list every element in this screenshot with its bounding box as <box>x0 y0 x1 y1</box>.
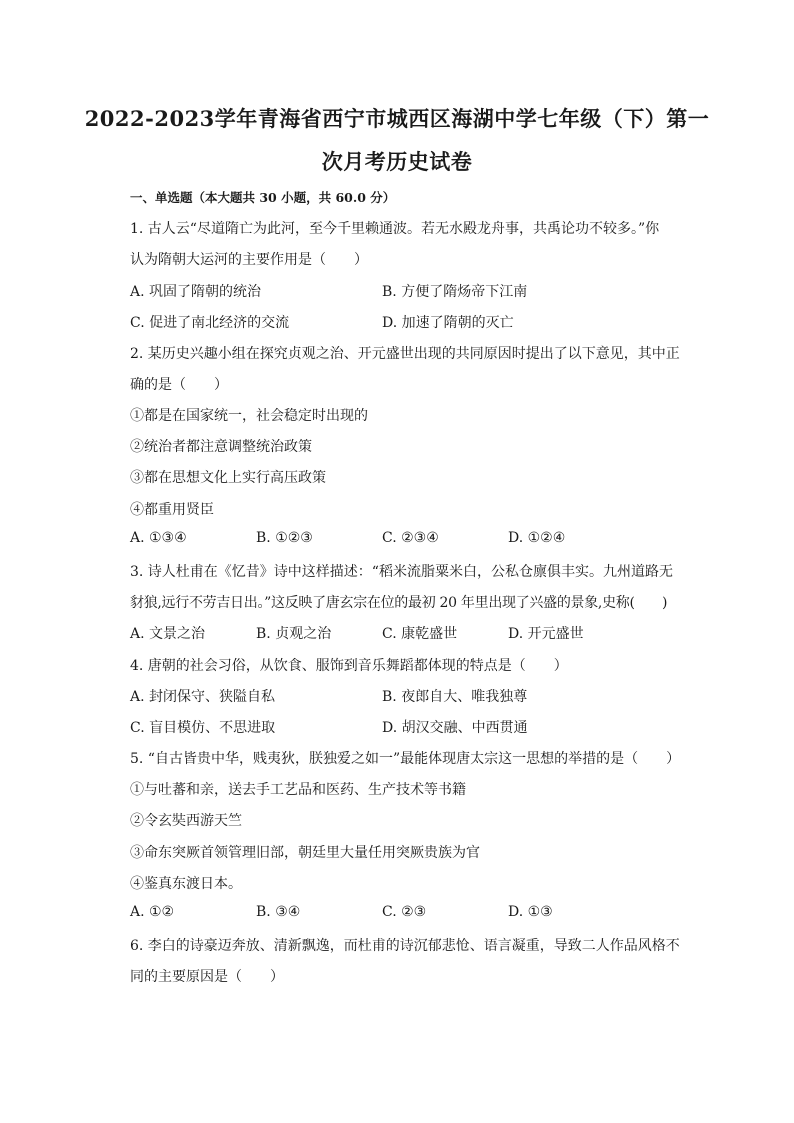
question-5-stem: 5. “自古皆贵中华，贱夷狄，朕独爱之如一”最能体现唐太宗这一思想的举措的是（ ） <box>130 751 681 767</box>
question-5-item-4: ④鉴真东渡日本。 <box>130 876 242 892</box>
question-6-stem-line1: 6. 李白的诗豪迈奔放、清新飘逸，而杜甫的诗沉郁悲怆、语言凝重，导致二人作品风格不 <box>130 938 680 954</box>
question-2-option-c[interactable]: C. ②③④ <box>382 530 439 546</box>
question-4-option-b[interactable]: B. 夜郎自大、唯我独尊 <box>382 689 528 705</box>
question-3-option-b[interactable]: B. 贞观之治 <box>256 626 332 642</box>
question-3-option-c[interactable]: C. 康乾盛世 <box>382 626 458 642</box>
question-4-stem: 4. 唐朝的社会习俗，从饮食、服饰到音乐舞蹈都体现的特点是（ ） <box>130 658 568 674</box>
section-heading: 一、单选题（本大题共 30 小题，共 60.0 分） <box>130 190 396 205</box>
question-2-item-3: ③都在思想文化上实行高压政策 <box>130 470 326 486</box>
question-1-stem-line2: 认为隋朝大运河的主要作用是（ ） <box>130 252 368 268</box>
question-5-option-c[interactable]: C. ②③ <box>382 904 427 920</box>
question-2-stem-line2: 确的是（ ） <box>130 377 228 393</box>
question-2-option-a[interactable]: A. ①③④ <box>130 530 187 546</box>
question-5-option-b[interactable]: B. ③④ <box>256 904 301 920</box>
question-5-option-d[interactable]: D. ①③ <box>508 904 553 920</box>
question-5-item-2: ②令玄奘西游天竺 <box>130 813 242 829</box>
question-1-option-b[interactable]: B. 方便了隋炀帝下江南 <box>382 284 528 300</box>
question-1-option-c[interactable]: C. 促进了南北经济的交流 <box>130 315 290 331</box>
question-4-option-a[interactable]: A. 封闭保守、狭隘自私 <box>130 689 276 705</box>
question-3-option-a[interactable]: A. 文景之治 <box>130 626 206 642</box>
question-2-item-1: ①都是在国家统一，社会稳定时出现的 <box>130 408 368 424</box>
question-1-option-d[interactable]: D. 加速了隋朝的灭亡 <box>382 315 514 331</box>
exam-title-line2: 次月考历史试卷 <box>321 149 473 174</box>
question-3-option-d[interactable]: D. 开元盛世 <box>508 626 584 642</box>
question-6-stem-line2: 同的主要原因是（ ） <box>130 969 284 985</box>
exam-title-line1: 2022-2023学年青海省西宁市城西区海湖中学七年级（下）第一 <box>84 106 710 131</box>
question-2-option-b[interactable]: B. ①②③ <box>256 530 313 546</box>
question-2-item-2: ②统治者都注意调整统治政策 <box>130 439 312 455</box>
question-2-item-4: ④都重用贤臣 <box>130 502 214 518</box>
question-5-item-3: ③命东突厥首领管理旧部，朝廷里大量任用突厥贵族为官 <box>130 845 480 861</box>
question-1-option-a[interactable]: A. 巩固了隋朝的统治 <box>130 284 262 300</box>
question-5-item-1: ①与吐蕃和亲，送去手工艺品和医药、生产技术等书籍 <box>130 782 466 798</box>
question-4-option-c[interactable]: C. 盲目模仿、不思进取 <box>130 720 276 736</box>
question-3-stem-line2: 豺狼,远行不劳吉日出。”这反映了唐玄宗在位的最初 20 年里出现了兴盛的景象,史称( ) <box>130 595 668 611</box>
question-1-stem-line1: 1. 古人云“尽道隋亡为此河，至今千里赖通波。若无水殿龙舟事，共禹论功不较多。”你 <box>130 221 660 237</box>
question-2-stem-line1: 2. 某历史兴趣小组在探究贞观之治、开元盛世出现的共同原因时提出了以下意见，其中正 <box>130 346 680 362</box>
question-4-option-d[interactable]: D. 胡汉交融、中西贯通 <box>382 720 528 736</box>
question-3-stem-line1: 3. 诗人杜甫在《忆昔》诗中这样描述：“稻米流脂粟米白，公私仓廪俱丰实。九州道路无 <box>130 564 673 580</box>
question-2-option-d[interactable]: D. ①②④ <box>508 530 566 546</box>
question-5-option-a[interactable]: A. ①② <box>130 904 175 920</box>
